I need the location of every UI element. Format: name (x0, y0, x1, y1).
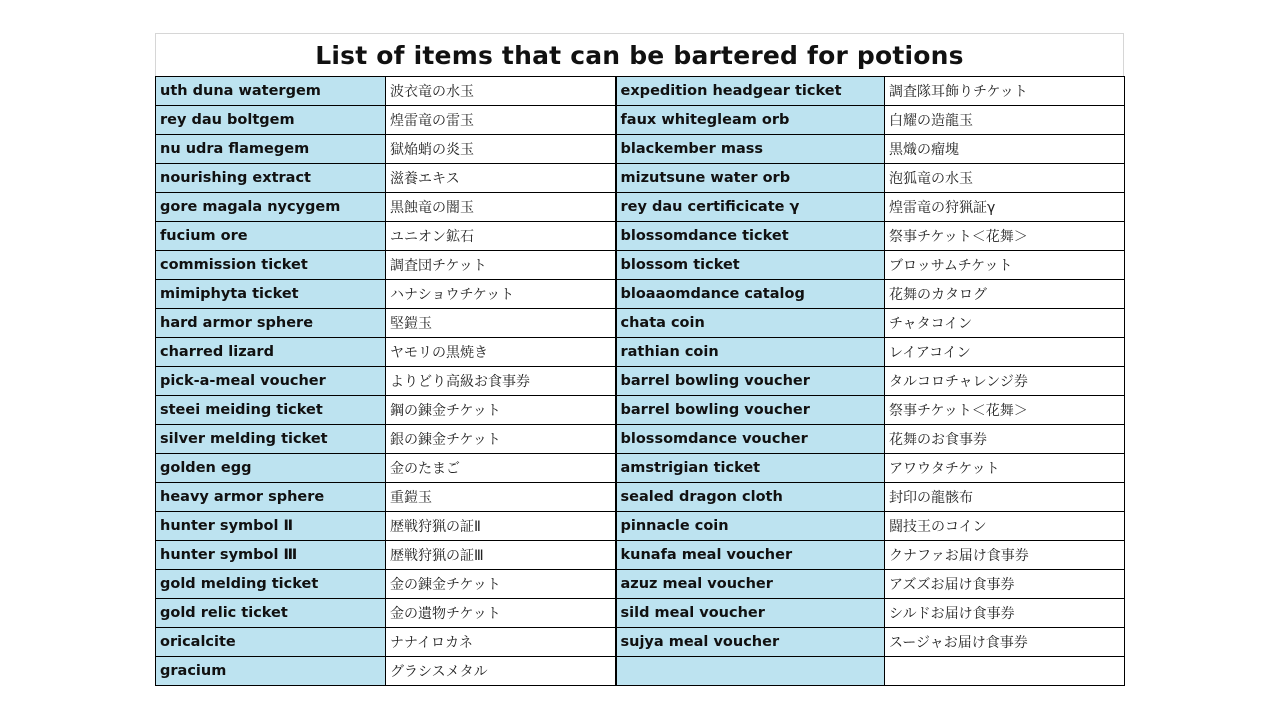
item-name-japanese-cell[interactable]: アズズお届け食事券 (885, 570, 1125, 599)
barter-items-table (155, 76, 1125, 686)
item-name-english-cell[interactable]: barrel bowling voucher (616, 367, 885, 396)
table-row (156, 425, 1125, 454)
item-name-japanese-cell[interactable]: 鋼の錬金チケット (386, 396, 616, 425)
item-name-japanese-cell[interactable]: 白耀の造龍玉 (885, 106, 1125, 135)
item-name-english-cell[interactable]: blossomdance voucher (616, 425, 885, 454)
item-name-japanese-cell[interactable]: 封印の龍骸布 (885, 483, 1125, 512)
item-name-english-cell[interactable] (616, 657, 885, 686)
item-name-japanese-cell[interactable]: ヤモリの黒焼き (386, 338, 616, 367)
item-name-english-cell[interactable]: rathian coin (616, 338, 885, 367)
item-name-japanese-cell[interactable]: 金の遺物チケット (386, 599, 616, 628)
item-name-english-cell[interactable]: rey dau boltgem (156, 106, 386, 135)
item-name-english-cell[interactable]: gore magala nycygem (156, 193, 386, 222)
item-name-english-cell[interactable]: sujya meal voucher (616, 628, 885, 657)
table-row (156, 454, 1125, 483)
item-name-japanese-cell[interactable]: 金のたまご (386, 454, 616, 483)
item-name-english-cell[interactable]: silver melding ticket (156, 425, 386, 454)
item-name-japanese-cell[interactable]: 黒蝕竜の闇玉 (386, 193, 616, 222)
spreadsheet (155, 33, 1124, 686)
item-name-english-cell[interactable]: heavy armor sphere (156, 483, 386, 512)
item-name-english-cell[interactable]: pinnacle coin (616, 512, 885, 541)
item-name-english-cell[interactable]: faux whitegleam orb (616, 106, 885, 135)
item-name-english-cell[interactable]: gold relic ticket (156, 599, 386, 628)
table-row (156, 541, 1125, 570)
item-name-english-cell[interactable]: hunter symbol Ⅲ (156, 541, 386, 570)
table-row (156, 599, 1125, 628)
item-name-english-cell[interactable]: hunter symbol Ⅱ (156, 512, 386, 541)
item-name-japanese-cell[interactable]: 調査隊耳飾りチケット (885, 77, 1125, 106)
item-name-english-cell[interactable]: hard armor sphere (156, 309, 386, 338)
item-name-english-cell[interactable]: sealed dragon cloth (616, 483, 885, 512)
table-row (156, 367, 1125, 396)
item-name-english-cell[interactable]: fucium ore (156, 222, 386, 251)
item-name-english-cell[interactable]: mimiphyta ticket (156, 280, 386, 309)
table-row (156, 338, 1125, 367)
item-name-english-cell[interactable]: blackember mass (616, 135, 885, 164)
item-name-japanese-cell[interactable]: ブロッサムチケット (885, 251, 1125, 280)
table-row (156, 309, 1125, 338)
item-name-japanese-cell[interactable]: スージャお届け食事券 (885, 628, 1125, 657)
item-name-english-cell[interactable]: oricalcite (156, 628, 386, 657)
item-name-japanese-cell[interactable]: クナファお届け食事券 (885, 541, 1125, 570)
table-row (156, 657, 1125, 686)
item-name-japanese-cell[interactable]: グラシスメタル (386, 657, 616, 686)
item-name-japanese-cell[interactable]: 闘技王のコイン (885, 512, 1125, 541)
item-name-english-cell[interactable]: gold melding ticket (156, 570, 386, 599)
item-name-japanese-cell[interactable]: 煌雷竜の雷玉 (386, 106, 616, 135)
item-name-english-cell[interactable]: commission ticket (156, 251, 386, 280)
item-name-english-cell[interactable]: nourishing extract (156, 164, 386, 193)
table-row (156, 396, 1125, 425)
item-name-japanese-cell[interactable]: 堅鎧玉 (386, 309, 616, 338)
table-row (156, 570, 1125, 599)
item-name-japanese-cell[interactable]: 歴戦狩猟の証Ⅲ (386, 541, 616, 570)
item-name-japanese-cell[interactable]: チャタコイン (885, 309, 1125, 338)
table-row (156, 193, 1125, 222)
item-name-japanese-cell[interactable]: 祭事チケット＜花舞＞ (885, 396, 1125, 425)
item-name-english-cell[interactable]: blossomdance ticket (616, 222, 885, 251)
item-name-english-cell[interactable]: steei meiding ticket (156, 396, 386, 425)
item-name-japanese-cell[interactable]: シルドお届け食事券 (885, 599, 1125, 628)
item-name-japanese-cell[interactable]: 重鎧玉 (386, 483, 616, 512)
item-name-japanese-cell[interactable]: 獄焔蛸の炎玉 (386, 135, 616, 164)
item-name-english-cell[interactable]: expedition headgear ticket (616, 77, 885, 106)
item-name-japanese-cell[interactable]: 滋養エキス (386, 164, 616, 193)
item-name-english-cell[interactable]: nu udra flamegem (156, 135, 386, 164)
table-row (156, 628, 1125, 657)
item-name-english-cell[interactable]: pick-a-meal voucher (156, 367, 386, 396)
item-name-english-cell[interactable]: rey dau certificicate γ (616, 193, 885, 222)
item-name-japanese-cell[interactable]: ハナショウチケット (386, 280, 616, 309)
table-row (156, 135, 1125, 164)
table-row (156, 251, 1125, 280)
item-name-japanese-cell[interactable]: ユニオン鉱石 (386, 222, 616, 251)
item-name-japanese-cell[interactable]: 花舞のお食事券 (885, 425, 1125, 454)
item-name-english-cell[interactable]: kunafa meal voucher (616, 541, 885, 570)
item-name-japanese-cell[interactable]: 煌雷竜の狩猟証γ (885, 193, 1125, 222)
item-name-japanese-cell[interactable]: レイアコイン (885, 338, 1125, 367)
table-row (156, 106, 1125, 135)
table-row (156, 77, 1125, 106)
table-row (156, 512, 1125, 541)
item-name-english-cell[interactable]: mizutsune water orb (616, 164, 885, 193)
item-name-japanese-cell[interactable]: 調査団チケット (386, 251, 616, 280)
table-row (156, 280, 1125, 309)
item-name-japanese-cell[interactable]: 祭事チケット＜花舞＞ (885, 222, 1125, 251)
item-name-japanese-cell[interactable]: アワウタチケット (885, 454, 1125, 483)
item-name-japanese-cell[interactable]: 金の錬金チケット (386, 570, 616, 599)
item-name-english-cell[interactable]: sild meal voucher (616, 599, 885, 628)
item-name-english-cell[interactable]: barrel bowling voucher (616, 396, 885, 425)
sheet-title: List of items that can be bartered for potions (155, 33, 1124, 76)
item-name-english-cell[interactable]: golden egg (156, 454, 386, 483)
item-name-japanese-cell[interactable]: タルコロチャレンジ券 (885, 367, 1125, 396)
item-name-japanese-cell[interactable]: ナナイロカネ (386, 628, 616, 657)
table-row (156, 483, 1125, 512)
item-name-english-cell[interactable]: chata coin (616, 309, 885, 338)
item-name-english-cell[interactable]: charred lizard (156, 338, 386, 367)
table-body (156, 77, 1125, 686)
item-name-english-cell[interactable]: uth duna watergem (156, 77, 386, 106)
item-name-english-cell[interactable]: azuz meal voucher (616, 570, 885, 599)
item-name-english-cell[interactable]: gracium (156, 657, 386, 686)
item-name-english-cell[interactable]: blossom ticket (616, 251, 885, 280)
table-row (156, 222, 1125, 251)
item-name-japanese-cell[interactable] (885, 657, 1125, 686)
item-name-japanese-cell[interactable]: 泡狐竜の水玉 (885, 164, 1125, 193)
item-name-english-cell[interactable]: bloaaomdance catalog (616, 280, 885, 309)
item-name-japanese-cell[interactable]: 花舞のカタログ (885, 280, 1125, 309)
item-name-japanese-cell[interactable]: 歴戦狩猟の証Ⅱ (386, 512, 616, 541)
item-name-japanese-cell[interactable]: 波衣竜の水玉 (386, 77, 616, 106)
item-name-japanese-cell[interactable]: 黒熾の瘤塊 (885, 135, 1125, 164)
table-row (156, 164, 1125, 193)
item-name-english-cell[interactable]: amstrigian ticket (616, 454, 885, 483)
item-name-japanese-cell[interactable]: 銀の錬金チケット (386, 425, 616, 454)
item-name-japanese-cell[interactable]: よりどり高級お食事券 (386, 367, 616, 396)
